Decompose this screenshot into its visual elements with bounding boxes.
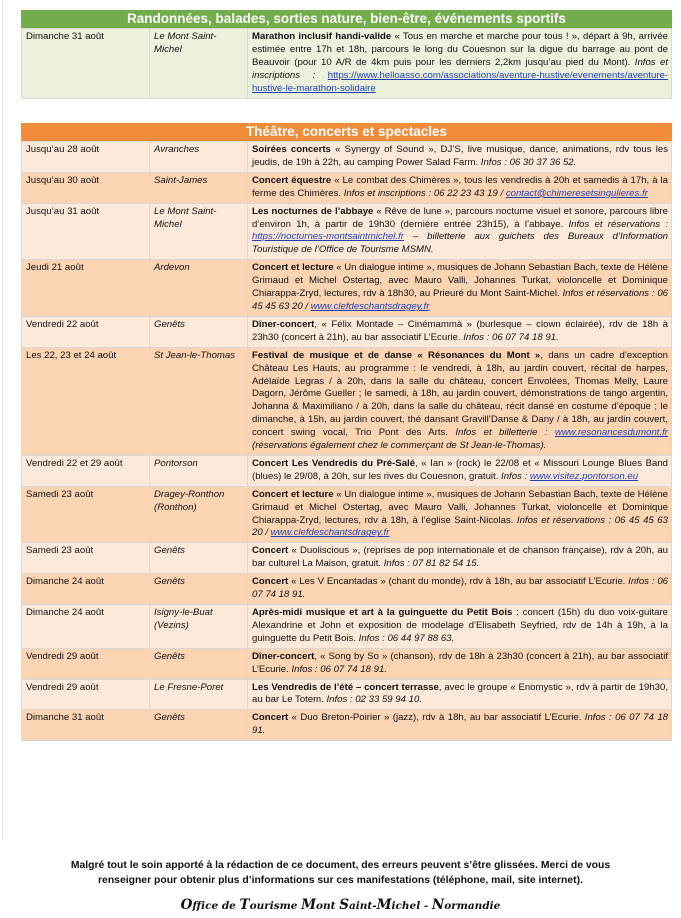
event-date: Jusqu’au 30 août [22,172,150,203]
event-text: « Duo Breton-Poirier » (jazz), rdv à 18h, au bar associatif L’Ecurie. [288,712,585,724]
event-text: « Tous en marche et marche pour tous ! », départ à 9h, arrivée estimée entre 17h et 18h, parcours le long du Couesnon sur la digue du barrage au pont de Beauvoir (pour 10 A/R de 4km puis pour les derniers 2,2km jusqu’au pied du Mont). [252,31,668,68]
event-row [22,172,672,203]
event-place: Saint-James [150,172,248,203]
section-spectacles [21,123,672,741]
event-title: Soirées concerts [252,144,331,155]
event-info: Infos : 06 07 74 18 91. [252,576,668,601]
event-info: Infos : 06 30 37 36 52. [480,156,577,168]
event-title: Les nocturnes de l’abbaye [252,205,374,217]
event-link[interactable]: https://www.helloasso.com/associations/aventure-hustive/evenements/aventure-hustive-le-marathon-solidaire [252,69,668,94]
event-info: Infos et inscriptions : 06 22 23 43 19 / [343,187,506,199]
event-link[interactable]: contact@chimeresetsingulieres.fr [505,187,648,199]
event-place: Pontorson [150,455,248,486]
event-info: Infos : 06 44 97 88 63. [358,632,455,644]
event-description [248,203,672,260]
event-row [22,455,672,486]
event-place: Genêts [150,574,248,605]
event-place: Ardevon [150,260,248,317]
event-description [248,260,672,317]
event-place: Le Fresne-Poret [150,679,248,710]
event-title: Concert équestre [252,174,332,186]
event-info: Infos : 06 07 74 18 91. [252,712,668,737]
event-title: Concert et lecture [252,262,334,274]
event-date: Vendredi 22 août [22,316,150,347]
page-left-border [2,0,3,840]
event-place: Genêts [150,316,248,347]
office-letter: T [239,897,250,913]
event-title: Concert [252,712,289,724]
event-date: Jeudi 21 août [22,260,150,317]
event-info: Infos et billetterie : [455,427,555,439]
event-link[interactable]: www.clefdeschantsdragey.fr [270,527,390,539]
event-text: , « Félix Montade – Cinémammà » (burlesque – clown éclairée), rdv de 18h à 23h30 (concert à 21h), au bar associatif L’Ecurie. [252,318,668,343]
office-letter: N [431,897,445,913]
office-letter: O [180,897,193,913]
event-row [22,316,672,347]
event-text: « Le combat des Chimères », tous les vendredis à 20h et samedis à 17h, à la ferme des Chimères. [252,174,668,199]
event-link[interactable]: www.clefdeschantsdragey.fr [310,300,430,312]
event-description [248,142,672,173]
event-place: Le Mont Saint-Michel [150,29,248,99]
event-info: Infos : 06 07 74 18 91. [291,663,387,675]
event-place: Genêts [150,648,248,679]
event-info: Infos : 07 81 82 54 15. [383,558,480,570]
event-description [248,574,672,605]
disclaimer-line-2: renseigner pour obtenir plus d’informations sur ces manifestations (téléphone, mail, site internet). [98,875,583,886]
event-text: , « Ian » (rock) le 22/08 et « Missouri Lounge Blues Band (blues) le 29/08, à 20h, sur les rives du Couesnon, gratuit. [252,457,668,482]
event-description [248,347,672,455]
section-nature [21,10,672,99]
event-date: Les 22, 23 et 24 août [22,347,150,455]
event-place: Avranches [150,142,248,173]
event-text: « Duoliscious », (reprises de pop internationale et de chanson française), rdv à 20h, au bar culturel La Maison, gratuit. [252,545,668,570]
event-info: Infos et réservations : [568,218,668,230]
event-date: Samedi 23 août [22,486,150,543]
event-description [248,605,672,649]
event-info: Infos : 06 07 74 18 91. [463,331,559,343]
office-signature [0,897,681,913]
event-date: Dimanche 24 août [22,605,150,649]
event-title: Concert et lecture [252,488,334,500]
event-row [22,142,672,173]
event-title: Dîner-concert [252,650,315,662]
event-text: , « Song by So » (chanson), rdv de 18h à 23h30 (concert à 21h), au bar associatif L’Ecurie. [252,650,668,675]
event-place: Genêts [150,710,248,741]
event-description [248,172,672,203]
events-table-nature [21,28,672,99]
event-info-extra: – billetterie aux guichets des Bureaux d’Information Touristique de l’Office de Tourisme MSMN. [252,231,668,256]
event-description [248,455,672,486]
event-row [22,486,672,543]
event-text: « Un dialogue intime », musiques de Johann Sebastian Bach, texte de Hélène Grimaud et Michel Ostertag, avec Mauro Valli, Johannes Turkat, violoncelle et Dominique Chiarappa-Zryd, lectures, rdv à 18h30, au Prieuré du Mont Saint-Michel. [252,262,668,300]
office-letter: S [339,897,349,913]
event-place: Genêts [150,543,248,574]
disclaimer-line-1: Malgré tout le soin apporté à la rédaction de ce document, des erreurs peuvent s’être glissées. Merci de vous [70,860,611,871]
event-description [248,710,672,741]
event-row [22,574,672,605]
event-link[interactable]: www.visitez.pontorson.eu [529,470,639,482]
event-date: Jusqu’au 31 août [22,203,150,260]
event-info: Infos et réservations : 06 45 45 63 20 / [252,288,668,312]
event-date: Vendredi 22 et 29 août [22,455,150,486]
event-info: Infos et inscriptions : [252,56,668,81]
event-title: Dîner-concert [252,318,315,330]
event-text: « Les V Encantadas » (chant du monde), rdv à 18h, au bar associatif L’Ecurie. [288,576,629,588]
event-info-extra: (réservations également chez le commerçant de St Jean-le-Thomas). [252,440,547,452]
event-title: Les Vendredis de l’été – concert terrasse [252,681,439,693]
event-date: Samedi 23 août [22,543,150,574]
event-title: Marathon inclusif handi-valide [252,31,392,42]
event-date: Vendredi 29 août [22,679,150,710]
event-date: Jusqu’au 28 août [22,142,150,173]
event-place: Dragey-Ronthon (Ronthon) [150,486,248,543]
event-row [22,679,672,710]
section-header-nature: Randonnées, balades, sorties nature, bien-être, événements sportifs [21,10,672,28]
event-title: Concert [252,545,289,557]
disclaimer [0,858,681,888]
event-row [22,29,672,99]
section-header-spectacles: Théâtre, concerts et spectacles [21,123,672,141]
office-letter: M [376,897,392,913]
event-info: Infos : [501,470,530,482]
event-title: Festival de musique et de danse « Résonances du Mont » [252,349,541,361]
office-text: ourisme [249,900,302,912]
office-text: ont [316,900,340,912]
office-text: ichel - [391,900,432,912]
events-table-spectacles [21,141,672,741]
event-text: , avec le groupe « Enomystic », rdv à partir de 19h30, au bar Le Totem. [252,681,668,706]
event-date: Dimanche 31 août [22,29,150,99]
event-row [22,203,672,260]
event-text: : concert (15h) du duo voix-guitare Alexandrine et John et exposition de modelage d’Elisabeth Seyfried, rdv de 14h à 19h, à la guinguette du Petit Bois. [252,607,668,644]
event-text: « Un dialogue intime », musiques de Johann Sebastian Bach, texte de Hélène Grimaud et Michel Ostertag, avec Mauro Valli, Johannes Turkat, violoncelle et Dominique Chiarappa-Zryd, lectures, rdv à 18h, à l’église Saint-Nicolas. [252,488,668,526]
event-info: Infos et réservations : 06 45 45 63 20 / [252,514,668,539]
event-row [22,260,672,317]
event-description [248,679,672,710]
event-title: Après-midi musique et art à la guinguette du Petit Bois [252,607,513,618]
event-text: , dans un cadre d’exception Château Les Hauts, au programme : le vendredi, à 18h, au jardin couvert, récital de harpes, Adélaïde Legras / à 20h, dans la salle du château, concert Envolées, Thomas Melly, Laure Dagorn, Jérôme Gueller ; le samedi, à 18h, au jardin couvert, démonstrations de tango argentin, Johanna & Maximiliano / à 20h, dans la salle du château, récit dansé en costume d’époque ; le dimanche, à 15h, au jardin couvert, thé dansant Gravill’Danse & Dany / à 18h, au jardin couvert, concert swing vocal, Trio Pont des Arts. [252,349,668,439]
office-text: ffice de [192,900,240,912]
event-description [248,543,672,574]
event-place: St Jean-le-Thomas [150,347,248,455]
event-text: « Rêve de lune », parcours nocturne visuel et sonore, parcours libre d’environ 1h, à partir de 19h30 (dernière entrée 23h15), à l’abbaye. [252,205,668,230]
office-text: ormandie [444,900,501,912]
event-row [22,347,672,455]
event-place: Isigny-le-Buat (Vezins) [150,605,248,649]
event-date: Dimanche 31 août [22,710,150,741]
event-row [22,605,672,649]
event-row [22,543,672,574]
event-title: Concert Les Vendredis du Pré-Salé [252,457,416,469]
event-description [248,648,672,679]
event-date: Vendredi 29 août [22,648,150,679]
event-title: Concert [252,576,289,588]
event-description [248,486,672,543]
event-info: Infos : 02 33 59 94 10. [326,694,422,706]
office-text: aint- [348,900,377,912]
event-link[interactable]: www.resonancesdumont.fr [554,427,668,439]
event-row [22,648,672,679]
event-description [248,29,672,99]
event-link[interactable]: https://nocturnes-montsaintmichel.fr [252,231,404,243]
office-letter: M [301,897,317,913]
event-place: Le Mont Saint-Michel [150,203,248,260]
event-description [248,316,672,347]
event-date: Dimanche 24 août [22,574,150,605]
event-row [22,710,672,741]
event-text: « Synergy of Sound », DJ’S, live musique, dance, animations, rdv tous les jeudis, de 19h à 22h, au camping Power Salad Farm. [252,144,668,168]
